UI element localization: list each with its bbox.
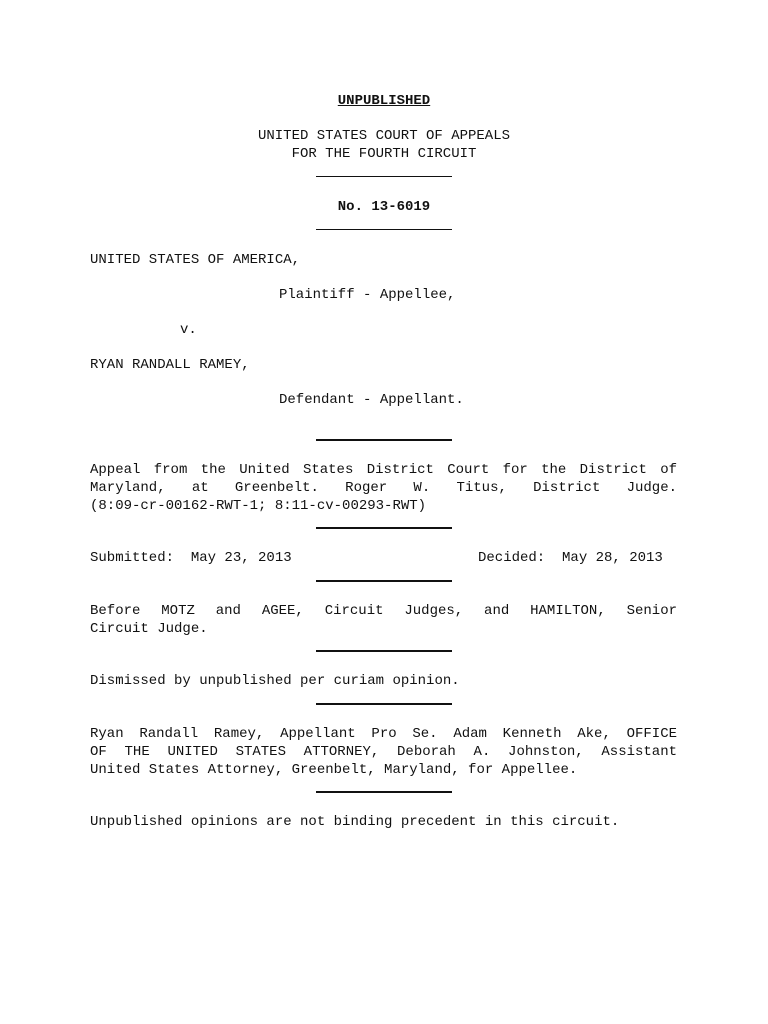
case-number: No. 13-6019	[337, 199, 431, 215]
decided-date: Decided: May 28, 2013	[478, 550, 663, 566]
separator-rule	[316, 439, 452, 441]
separator-rule	[316, 650, 452, 652]
separator-rule	[316, 703, 452, 705]
defendant-role: Defendant - Appellant.	[279, 392, 464, 408]
court-name-line2: FOR THE FOURTH CIRCUIT	[291, 146, 477, 162]
plaintiff-role: Plaintiff - Appellee,	[279, 287, 456, 303]
separator-rule	[316, 791, 452, 793]
counsel-line: OF THE UNITED STATES ATTORNEY, Deborah A. Johnston, Assistant	[90, 744, 677, 760]
precedent-notice: Unpublished opinions are not binding precedent in this circuit.	[90, 814, 620, 830]
counsel-line: United States Attorney, Greenbelt, Maryland, for Appellee.	[90, 762, 578, 778]
appeal-paragraph	[90, 461, 677, 515]
separator-rule	[316, 229, 452, 230]
panel-paragraph	[90, 602, 677, 638]
submitted-date: Submitted: May 23, 2013	[90, 550, 292, 566]
disposition: Dismissed by unpublished per curiam opinion.	[90, 673, 460, 689]
plaintiff-name: UNITED STATES OF AMERICA,	[90, 252, 301, 268]
counsel-line: Ryan Randall Ramey, Appellant Pro Se. Adam Kenneth Ake, OFFICE	[90, 726, 677, 742]
appeal-line: Maryland, at Greenbelt. Roger W. Titus, District Judge.	[90, 480, 677, 496]
separator-rule	[316, 580, 452, 582]
appeal-line: Appeal from the United States District Court for the District of	[90, 462, 677, 478]
court-name-line1: UNITED STATES COURT OF APPEALS	[257, 128, 511, 144]
appeal-line: (8:09-cr-00162-RWT-1; 8:11-cv-00293-RWT)	[90, 498, 427, 514]
panel-line: Circuit Judge.	[90, 621, 208, 637]
panel-line: Before MOTZ and AGEE, Circuit Judges, and HAMILTON, Senior	[90, 603, 677, 619]
counsel-paragraph	[90, 725, 677, 779]
defendant-name: RYAN RANDALL RAMEY,	[90, 357, 250, 373]
publication-status: UNPUBLISHED	[337, 93, 431, 109]
separator-rule	[316, 176, 452, 177]
separator-rule	[316, 527, 452, 529]
versus: v.	[180, 322, 197, 338]
